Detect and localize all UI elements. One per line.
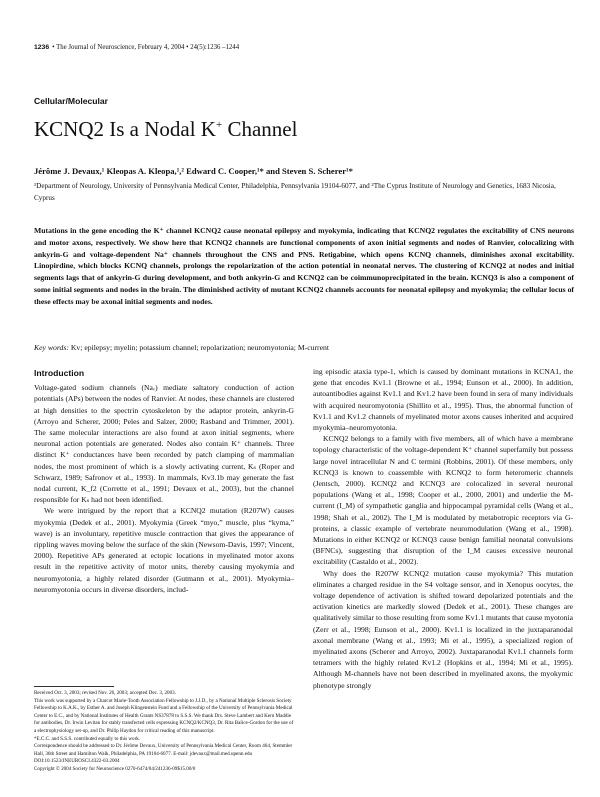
intro-paragraph-2: We were intrigued by the report that a KCNQ2 mutation (R207W) causes myokymia (Dedek et al., 2001). Myokymia (Greek “myo,” muscle, plus “kyma,” wave) is an involuntary, repetitive muscle contraction that gives the appearance of rippling waves moving below the surface of the skin (Newsom-Davis, 1997; Vincent, 2000). Repetitive APs generated at ectopic locations in myelinated motor axons result in the repetitive activity of motor units, thereby causing myokymia and neuromyotonia, a highly related disorder (Gutmann et al., 2001). Myokymia–neuromyotonia occurs in diverse disorders, includ- [34,506,294,594]
right-paragraph-1: ing episodic ataxia type-1, which is caused by dominant mutations in KCNA1, the gene that encodes Kv1.1 (Browne et al., 1994; Eunson et al., 2000). In addition, autoantibodies against Kv1.1 and Kv1.2 have been found in sera of many individuals with acquired neuromyotonia (Shillito et al., 1995). Thus, the abnormal function of Kv1.1 and Kv1.2 channels of myelinated motor axons causes inherited and acquired myokymia–neuromyotonia. [313,367,573,433]
title-end: Channel [222,117,298,141]
article-title [34,117,297,142]
footnote-doi: DOI:10.1523/JNEUROSCI.4322-03.2004 [34,758,120,765]
intro-paragraph-1: Voltage-gated sodium channels (Naᵥ) mediate saltatory conduction of action potentials (APs) between the nodes of Ranvier. At nodes, these channels are clustered at high densities to the spectrin cytoskeleton by the adaptor protein, ankyrin-G (Arroyo and Scherer, 2000; Peles and Salzer, 2000; Rasband and Trimmer, 2001). The same molecular interactions are also found at axon initial segments, where neuronal action potentials are generated. Nodes also contain K⁺ channels. Three distinct K⁺ conductances have been recorded by patch clamping of mammalian nodes, the most prominent of which is a slowly activating current, Kₛ (Roper and Schwarz, 1989; Safronov et al., 1993). In mammals, Kv3.1b may generate the fast nodal current, K_f2 (Corrette et al., 1991; Devaux et al., 2003), but the channel responsible for Kₛ had not been identified. [34,383,294,505]
right-paragraph-2: KCNQ2 belongs to a family with five members, all of which have a membrane topology characteristic of the voltage-dependent K⁺ channel superfamily but possess large novel intracellular N and C termini (Robbins, 2001). Of these members, only KCNQ3 is known to coassemble with KCNQ2 to form heteromeric channels (Jentsch, 2000). KCNQ2 and KCNQ3 are colocalized in several neuronal populations (Wang et al., 1998; Cooper et al., 2000, 2001) and underlie the M-current (I_M) of sympathetic ganglia and hippocampal pyramidal cells (Wang et al., 1998; Shah et al., 2002). The I_M is modulated by metabotropic receptors via G-proteins, a classic example of vertebrate neuromodulation (Wang et al., 1998). Mutations in either KCNQ2 or KCNQ3 cause benign familial neonatal convulsions (BFNCs), suggesting that disruption of the I_M causes excessive neuronal excitability (Castaldo et al., 2002). [313,434,573,567]
author-list: Jérôme J. Devaux,¹ Kleopas A. Kleopa,¹,² Edward C. Cooper,¹* and Steven S. Scherer¹* [34,166,353,176]
footnote-funding: This work was supported by a Charcot Marie-Tooth Association Fellowship to J.J.D., by a National Multiple Sclerosis Society Fellowship to K.A.K., by Esther A. and Joseph Klingenstein Fund and a Fellowship of the University of Pennsylvania Medical Center to E.C., and by National Institutes of Health Grants NS37878 to S.S.S. We thank Drs. Steve Lambert and Kern Maddie for antibodies, Dr. Irwin Levitan for stably transfected cells expressing KCNQ2/KCNQ3, Dr. Rita Balice-Gordon for the use of a electrophysiology set-up, and Dr. Philip Haydon for critical reading of this manuscript. [34,697,294,734]
section-label: Cellular/Molecular [34,96,109,106]
keywords [34,343,574,352]
right-paragraph-3: Why does the R207W KCNQ2 mutation cause myokymia? This mutation eliminates a charged residue in the S4 voltage sensor, and in Xenopus oocytes, the voltage dependence of activation is shifted toward depolarized potentials and the activation kinetics are markedly slowed (Dedek et al., 2001). These changes are qualitatively similar to those resulting from some Kv1.1 mutants that cause myotonia (Zerr et al., 1998; Eunson et al., 2000). Kv1.1 is localized in the juxtaparanodal axonal membrane (Wang et al., 1993; Mi et al., 1995), a specialized region of myelinated axons (Scherer and Arroyo, 2002). Juxtaparanodal Kv1.1 channels form tetramers with the highly related Kv1.2 (Hopkins et al., 1994; Mi et al., 1995). Although M-channels have not been described in myelinated axons, the myokymic phenotype strongly [313,568,573,690]
keywords-label: Key words: [34,343,69,352]
footnote-rule [34,686,114,687]
footnote-received: Received Oct. 3, 2003; revised Nov. 26, 2003; accepted Dec. 3, 2003. [34,690,176,696]
title-main: KCNQ2 Is a Nodal K [34,117,216,141]
keywords-text: Kv; epilepsy; myelin; potassium channel; repolarization; neuromyotonia; M-current [68,343,329,352]
right-column [313,366,573,691]
abstract: Mutations in the gene encoding the K⁺ channel KCNQ2 cause neonatal epilepsy and myokymia, indicating that KCNQ2 regulates the excitability of CNS neurons and motor axons, respectively. We show here that KCNQ2 channels are functional components of axon initial segments and nodes of Ranvier, colocalizing with ankyrin-G and voltage-dependent Na⁺ channels throughout the CNS and PNS. Retigabine, which opens KCNQ channels, diminishes axonal excitability. Linopirdine, which blocks KCNQ channels, prolongs the repolarization of the action potential in neonatal nerves. The clustering of KCNQ2 at nodes and initial segments lags that of ankyrin-G during development, and both ankyrin-G and KCNQ2 can be coimmunoprecipitated in the brain. KCNQ3 is also a component of some initial segments and nodes in the brain. The diminished activity of mutant KCNQ2 channels accounts for neonatal epilepsy and myokymia; the cellular locus of these effects may be axonal initial segments and nodes. [34,226,574,306]
page-number: 1236 [34,44,50,51]
affiliations: ¹Department of Neurology, University of Pennsylvania Medical Center, Philadelphia, Pennsylvania 19104-6077, and ²The Cyprus Institute of Neurology and Genetics, 1683 Nicosia, Cyprus [34,182,556,202]
left-column [34,368,294,595]
footnote-copyright: Copyright © 2004 Society for Neuroscience 0270-6474/04/241236-09$15.00/0 [34,765,196,772]
running-head [34,44,239,51]
journal-citation: • The Journal of Neuroscience, February 4, 2004 • 24(5):1236 –1244 [52,44,240,51]
introduction-heading: Introduction [34,368,85,378]
footnotes [34,690,294,774]
title-superscript: + [215,119,223,131]
footnote-equal-contribution: *E.C.C. and S.S.S. contributed equally to this work. [34,735,141,742]
footnote-correspondence: Correspondence should be addressed to Dr. Jérôme Devaux, University of Pennsylvania Medical Center, Room 464, Stemmler Hall, 36th Street and Hamilton Walk, Philadelphia, PA 19104-6077. E-mail: jdevaux@mail.med.upenn.edu [34,743,293,757]
